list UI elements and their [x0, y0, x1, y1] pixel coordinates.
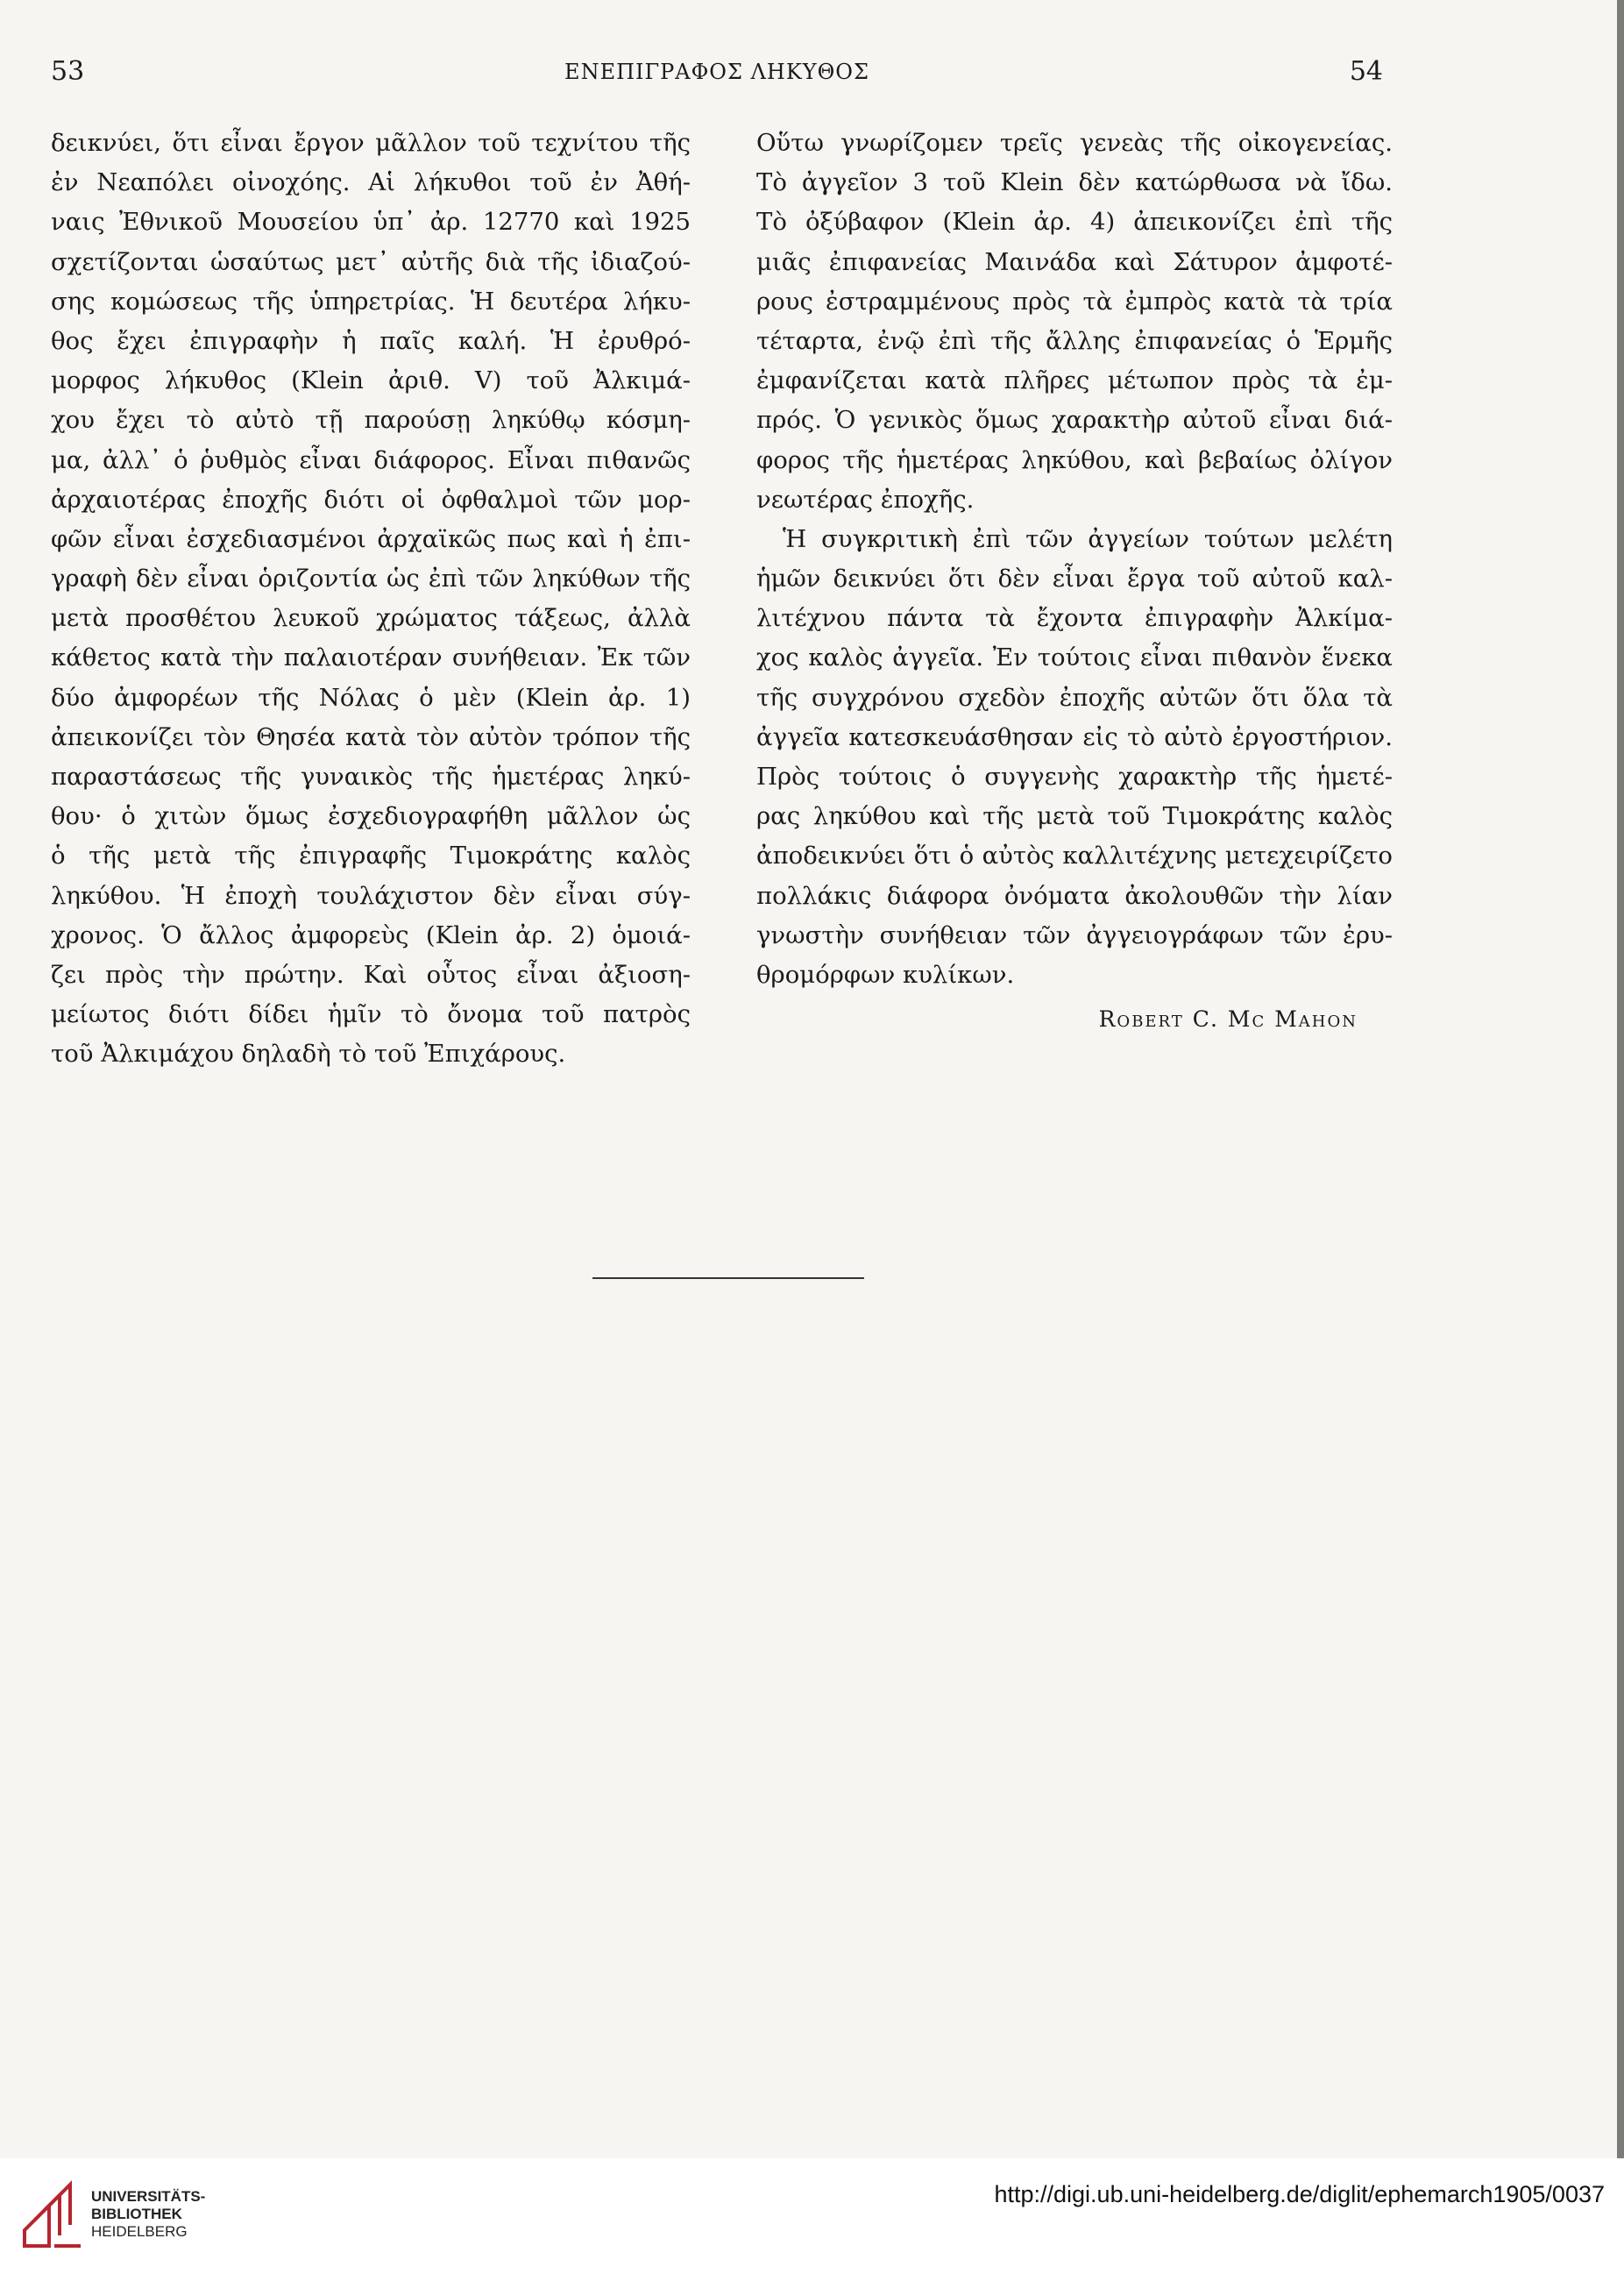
text-line: γραφὴ δὲν εἶναι ὁριζοντία ὡς ἐπὶ τῶν ληκύθων τῆς	[51, 565, 691, 593]
text-line: ζει πρὸς τὴν πρώτην. Καὶ οὗτος εἶναι ἀξιοση-	[51, 960, 691, 989]
text-line: ἀποδεικνύει ὅτι ὁ αὐτὸς καλλιτέχνης μετεχειρίζετο	[756, 842, 1393, 871]
text-line: ἡμῶν δεικνύει ὅτι δὲν εἶναι ἔργα τοῦ αὐτοῦ καλ-	[756, 565, 1393, 593]
library-name-line: BIBLIOTHEK	[91, 2206, 182, 2222]
text-line: ὁ τῆς μετὰ τῆς ἐπιγραφῆς Τιμοκράτης καλὸς	[51, 842, 691, 871]
text-line: Ἡ συγκριτικὴ ἐπὶ τῶν ἀγγείων τούτων μελέτη	[783, 524, 1393, 553]
text-line: τῆς συγχρόνου σχεδὸν ἐποχῆς αὐτῶν ὅτι ὅλα τὰ	[756, 683, 1393, 712]
text-line: τοῦ Ἀλκιμάχου δηλαδὴ τὸ τοῦ Ἐπιχάρους.	[51, 1040, 566, 1069]
library-name-line: UNIVERSITÄTS-	[91, 2188, 206, 2205]
text-line: χου ἔχει τὸ αὐτὸ τῇ παρούσῃ ληκύθῳ κόσμη-	[51, 406, 691, 435]
text-line: Οὕτω γνωρίζομεν τρεῖς γενεὰς τῆς οἰκογενείας.	[756, 129, 1393, 157]
text-line: θρομόρφων κυλίκων.	[756, 960, 1015, 989]
library-name-line: HEIDELBERG	[91, 2223, 188, 2240]
text-line: ναις Ἐθνικοῦ Μουσείου ὑπ᾽ ἀρ. 12770 καὶ 1925	[51, 208, 691, 237]
right-text-column	[756, 124, 1393, 995]
text-line: πρός. Ὁ γενικὸς ὅμως χαρακτὴρ αὐτοῦ εἶναι διά-	[756, 406, 1393, 435]
text-line: Πρὸς τούτοις ὁ συγγενὴς χαρακτὴρ τῆς ἡμετέ-	[756, 763, 1393, 791]
text-line: ἐμφανίζεται κατὰ πλῆρες μέτωπον πρὸς τὰ ἐμ-	[756, 366, 1393, 395]
left-text-column	[51, 124, 691, 1075]
text-line: χρονος. Ὁ ἄλλος ἀμφορεὺς (Klein ἀρ. 2) ὁμοιά-	[51, 920, 691, 949]
text-line: λιτέχνου πάντα τὰ ἔχοντα ἐπιγραφὴν Ἀλκίμα-	[756, 604, 1393, 633]
text-line: δύο ἀμφορέων τῆς Νόλας ὁ μὲν (Klein ἀρ. 1)	[51, 683, 691, 712]
text-line: ἐν Νεαπόλει οἰνοχόης. Αἱ λήκυθοι τοῦ ἐν Ἀθή-	[51, 168, 691, 197]
library-name	[91, 2188, 205, 2241]
text-line: Τὸ ἀγγεῖον 3 τοῦ Klein δὲν κατώρθωσα νὰ ἴδω.	[756, 168, 1393, 197]
text-line: δεικνύει, ὅτι εἶναι ἔργον μᾶλλον τοῦ τεχνίτου τῆς	[51, 129, 691, 157]
text-line: ρους ἐστραμμένους πρὸς τὰ ἐμπρὸς κατὰ τὰ τρία	[756, 287, 1393, 316]
text-line: φορος τῆς ἡμετέρας ληκύθου, καὶ βεβαίως ὀλίγον	[756, 445, 1393, 474]
text-line: παραστάσεως τῆς γυναικὸς τῆς ἡμετέρας ληκύ-	[51, 763, 691, 791]
section-divider	[592, 1277, 864, 1279]
text-line: ρας ληκύθου καὶ τῆς μετὰ τοῦ Τιμοκράτης καλὸς	[756, 802, 1393, 831]
text-line: κάθετος κατὰ τὴν παλαιοτέραν συνήθειαν. Ἐκ τῶν	[51, 643, 691, 672]
running-header	[51, 54, 1383, 89]
text-line: ἀγγεῖα κατεσκευάσθησαν εἰς τὸ αὐτὸ ἐργοστήριον.	[756, 722, 1393, 751]
text-line: θος ἔχει ἐπιγραφὴν ἡ παῖς καλή. Ἡ ἐρυθρό-	[51, 326, 691, 355]
text-line: πολλάκις διάφορα ὀνόματα ἀκολουθῶν τὴν λίαν	[756, 881, 1393, 910]
text-line: γνωστὴν συνήθειαν τῶν ἀγγειογράφων τῶν ἐρυ-	[756, 920, 1393, 949]
text-line: ἀρχαιοτέρας ἐποχῆς διότι οἱ ὀφθαλμοὶ τῶν μορ-	[51, 485, 691, 514]
text-line: χος καλὸς ἀγγεῖα. Ἐν τούτοις εἶναι πιθανὸν ἕνεκα	[756, 643, 1393, 672]
author-signature: Robert C. Mc Mahon	[1098, 1006, 1358, 1032]
university-library-logo-icon	[19, 2178, 86, 2251]
text-line: μετὰ προσθέτου λευκοῦ χρώματος τάξεως, ἀλλὰ	[51, 604, 691, 633]
text-line: σχετίζονται ὡσαύτως μετ᾽ αὐτῆς διὰ τῆς ἰδιαζού-	[51, 247, 691, 276]
page-number-right: 54	[1349, 56, 1383, 87]
text-line: φῶν εἶναι ἐσχεδιασμένοι ἀρχαϊκῶς πως καὶ ἡ ἐπι-	[51, 524, 691, 553]
digitization-footer	[0, 2158, 1624, 2274]
text-line: τέταρτα, ἐνῷ ἐπὶ τῆς ἄλλης ἐπιφανείας ὁ Ἑρμῆς	[756, 326, 1393, 355]
text-line: μορφος λήκυθος (Klein ἀριθ. V) τοῦ Ἀλκιμά-	[51, 366, 691, 395]
text-line: νεωτέρας ἐποχῆς.	[756, 485, 975, 514]
text-line: σης κομώσεως τῆς ὑπηρετρίας. Ἡ δευτέρα λήκυ-	[51, 287, 691, 316]
page-edge-shadow	[1617, 0, 1624, 2158]
running-title: ΕΝΕΠΙΓΡΑΦΟΣ ΛΗΚΥΘΟΣ	[564, 60, 869, 84]
text-line: θου· ὁ χιτὼν ὅμως ἐσχεδιογραφήθη μᾶλλον ὡς	[51, 802, 691, 831]
text-line: Τὸ ὀξύβαφον (Klein ἀρ. 4) ἀπεικονίζει ἐπὶ τῆς	[756, 208, 1393, 237]
text-line: μιᾶς ἐπιφανείας Μαινάδα καὶ Σάτυρον ἀμφοτέ-	[756, 247, 1393, 276]
text-line: μείωτος διότι δίδει ἡμῖν τὸ ὄνομα τοῦ πατρὸς	[51, 1000, 691, 1029]
text-line: ληκύθου. Ἡ ἐποχὴ τουλάχιστον δὲν εἶναι σύγ-	[51, 881, 691, 910]
text-line: ἀπεικονίζει τὸν Θησέα κατὰ τὸν αὐτὸν τρόπον τῆς	[51, 722, 691, 751]
text-line: μα, ἀλλ᾽ ὁ ῥυθμὸς εἶναι διάφορος. Εἶναι πιθανῶς	[51, 445, 691, 474]
page-number-left: 53	[51, 56, 85, 87]
permalink-url[interactable]: http://digi.ub.uni-heidelberg.de/diglit/ephemarch1905/0037	[994, 2181, 1605, 2207]
